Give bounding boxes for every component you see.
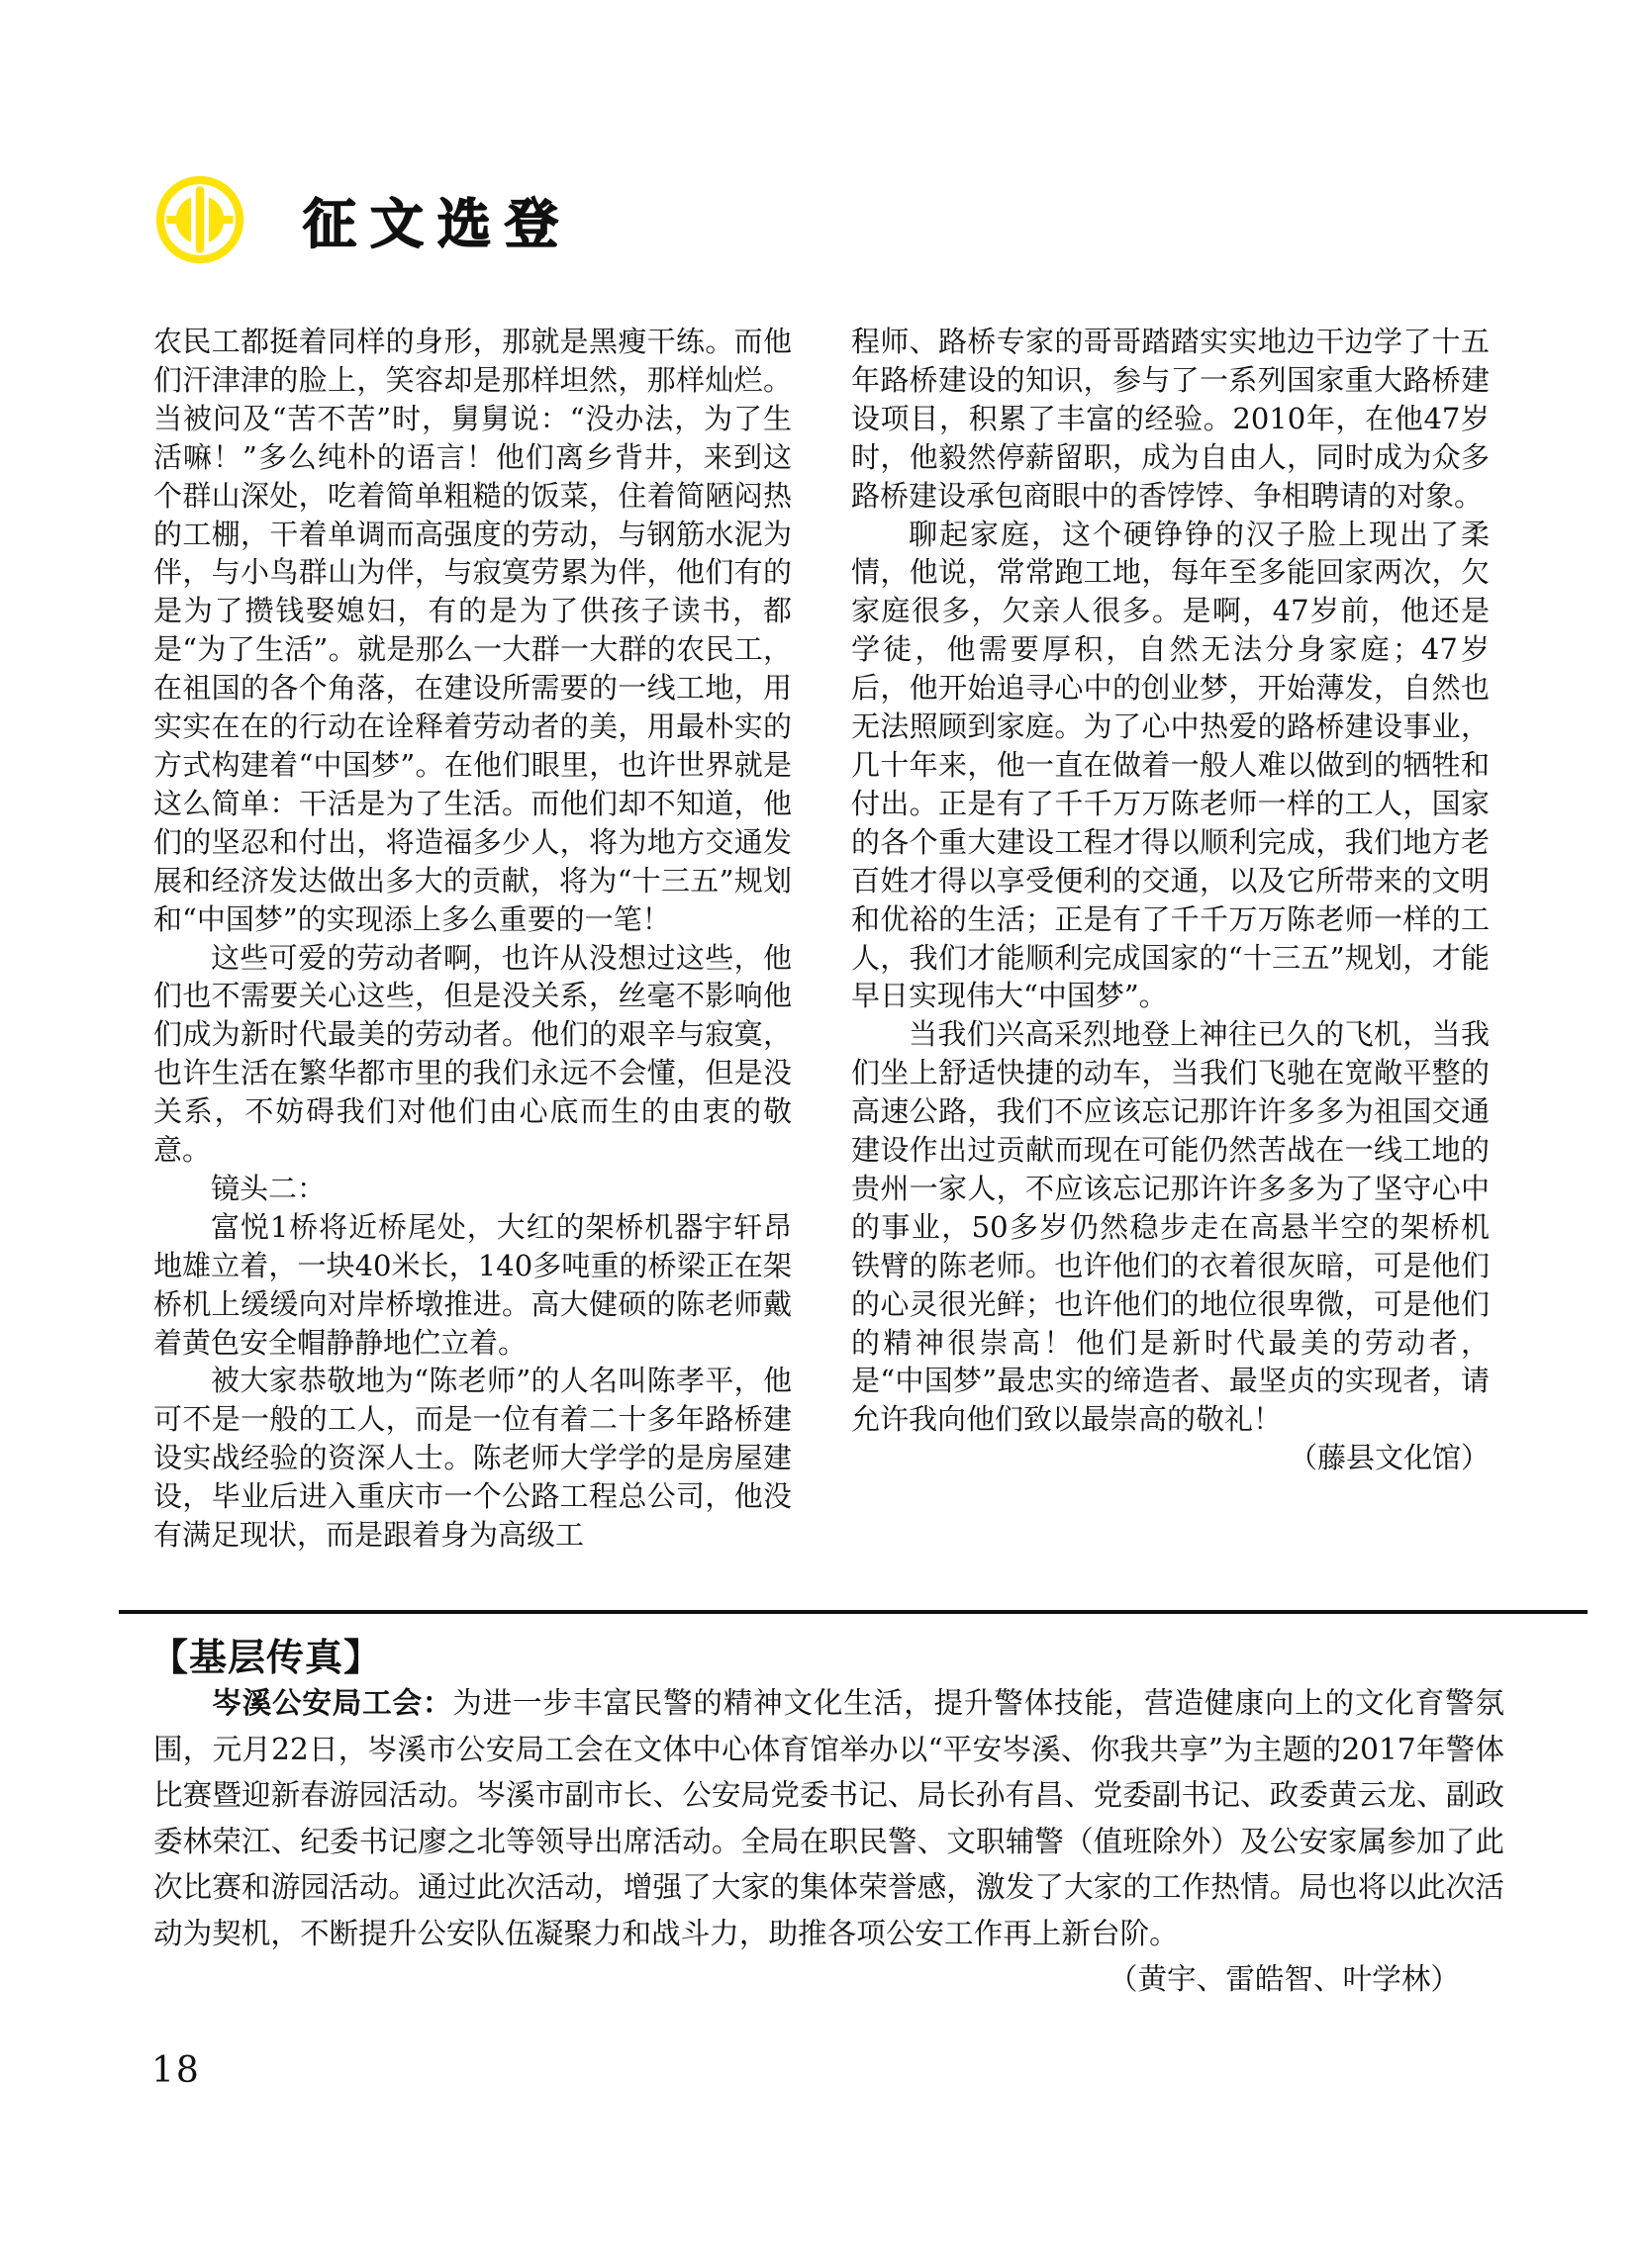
paragraph-text: 程师、路桥专家的哥哥踏踏实实地边干边学了十五年路桥建设的知识，参与了一系列国家重大路桥建设项目，积累了丰富的经验。2010年，在他47岁时，他毅然停薪留职，成为自由人，同时成为众多路桥建设承包商眼中的香饽饽、争相聘请的对象。 [851, 325, 1490, 513]
paragraph-text: 农民工都挺着同样的身形，那就是黑瘦干练。而他们汗津津的脸上，笑容却是那样坦然，那样灿烂。当被问及“苦不苦”时，舅舅说：“没办法，为了生活嘛！”多么纯朴的语言！他们离乡背井，来到这个群山深处，吃着简单粗糙的饭菜，住着简陋闷热的工棚，干着单调而高强度的劳动，与钢筋水泥为伴，与小鸟群山为伴，与寂寞劳累为伴，他们有的是为了攒钱娶媳妇，有的是为了供孩子读书，都是“为了生活”。就是那么一大群一大群的农民工，在祖国的各个角落，在建设所需要的一线工地，用实实在在的行动在诠释着劳动者的美，用最朴实的方式构建着“中国梦”。在他们眼里，也许世界就是这么简单：干活是为了生活。而他们却不知道，他们的坚忍和付出，将造福多少人，将为地方交通发展和经济发达做出多大的贡献，将为“十三五”规划和“中国梦”的实现添上多么重要的一笔！ [153, 325, 792, 936]
article-paragraph [153, 1362, 792, 1555]
paragraph-text: 这些可爱的劳动者啊，也许从没想过这些，他们也不需要关心这些，但是没关系，丝毫不影响他们成为新时代最美的劳动者。他们的艰辛与寂寞，也许生活在繁华都市里的我们永远不会懂，但是没关系，不妨碍我们对他们由心底而生的由衷的敬意。 [153, 940, 792, 1168]
article-paragraph [153, 323, 792, 939]
article-body [153, 323, 1490, 1555]
grassroots-text: 为进一步丰富民警的精神文化生活，提升警体技能，营造健康向上的文化育警氛围，元月22日，岑溪市公安局工会在文体中心体育馆举办以“平安岑溪、你我共享”为主题的2017年警体比赛暨迎新春游园活动。岑溪市副市长、公安局党委书记、局长孙有昌、党委副书记、政委黄云龙、副政委林荣江、纪委书记廖之北等领导出席活动。全局在职民警、文职辅警（值班除外）及公安家属参加了此次比赛和游园活动。通过此次活动，增强了大家的集体荣誉感，激发了大家的工作热情。局也将以此次活动为契机，不断提升公安队伍凝聚力和战斗力，助推各项公安工作再上新台阶。 [153, 1686, 1505, 1950]
section-divider [119, 1610, 1588, 1614]
grassroots-attribution: （黄宇、雷皓智、叶学林） [1108, 1962, 1460, 1996]
article-paragraph [851, 323, 1490, 516]
article-paragraph [851, 516, 1490, 1016]
article-left-column [153, 323, 792, 1555]
page-number: 18 [151, 2050, 201, 2091]
section-title: 征文选登 [303, 191, 572, 255]
article-paragraph [851, 1015, 1490, 1475]
grassroots-lead-in: 岑溪公安局工会： [212, 1686, 453, 1720]
grassroots-section-header: 【基层传真】 [150, 1636, 383, 1679]
article-paragraph [153, 1170, 792, 1208]
paragraph-text: 镜头二： [211, 1171, 327, 1205]
trade-union-logo-icon [154, 174, 245, 265]
masthead [154, 174, 572, 265]
paragraph-text: 富悦1桥将近桥尾处，大红的架桥机器宇轩昂地雄立着，一块40米长，140多吨重的桥梁正在架桥机上缓缓向对岸桥墩推进。高大健硕的陈老师戴着黄色安全帽静静地伫立着。 [153, 1209, 792, 1360]
grassroots-paragraph [153, 1680, 1504, 1956]
paragraph-text: 当我们兴高采烈地登上神往已久的飞机，当我们坐上舒适快捷的动车，当我们飞驰在宽敞平整的高速公路，我们不应该忘记那许许多多为祖国交通建设作出过贡献而现在可能仍然苦战在一线工地的贵州一家人，不应该忘记那许许多多为了坚守心中的事业，50多岁仍然稳步走在高悬半空的架桥机铁臂的陈老师。也许他们的衣着很灰暗，可是他们的心灵很光鲜；也许他们的地位很卑微，可是他们的精神很崇高！他们是新时代最美的劳动者，是“中国梦”最忠实的缔造者、最坚贞的实现者，请允许我向他们致以最崇高的敬礼！ [851, 1017, 1490, 1437]
paragraph-text: 被大家恭敬地为“陈老师”的人名叫陈孝平，他可不是一般的工人，而是一位有着二十多年路桥建设实战经验的资深人士。陈老师大学学的是房屋建设，毕业后进入重庆市一个公路工程总公司，他没有满足现状，而是跟着身为高级工 [153, 1364, 792, 1553]
article-paragraph [153, 939, 792, 1170]
article-right-column [851, 323, 1490, 1555]
paragraph-text: 聊起家庭，这个硬铮铮的汉子脸上现出了柔情，他说，常常跑工地，每年至多能回家两次，欠家庭很多，欠亲人很多。是啊，47岁前，他还是学徒，他需要厚积，自然无法分身家庭；47岁后，他开始追寻心中的创业梦，开始薄发，自然也无法照顾到家庭。为了心中热爱的路桥建设事业，几十年来，他一直在做着一般人难以做到的牺牲和付出。正是有了千千万万陈老师一样的工人，国家的各个重大建设工程才得以顺利完成，我们地方老百姓才得以享受便利的交通，以及它所带来的文明和优裕的生活；正是有了千千万万陈老师一样的工人，我们才能顺利完成国家的“十三五”规划，才能早日实现伟大“中国梦”。 [851, 517, 1490, 1013]
grassroots-section-body [153, 1680, 1504, 2003]
article-paragraph [153, 1208, 792, 1363]
article-attribution: （藤县文化馆） [1288, 1441, 1490, 1475]
